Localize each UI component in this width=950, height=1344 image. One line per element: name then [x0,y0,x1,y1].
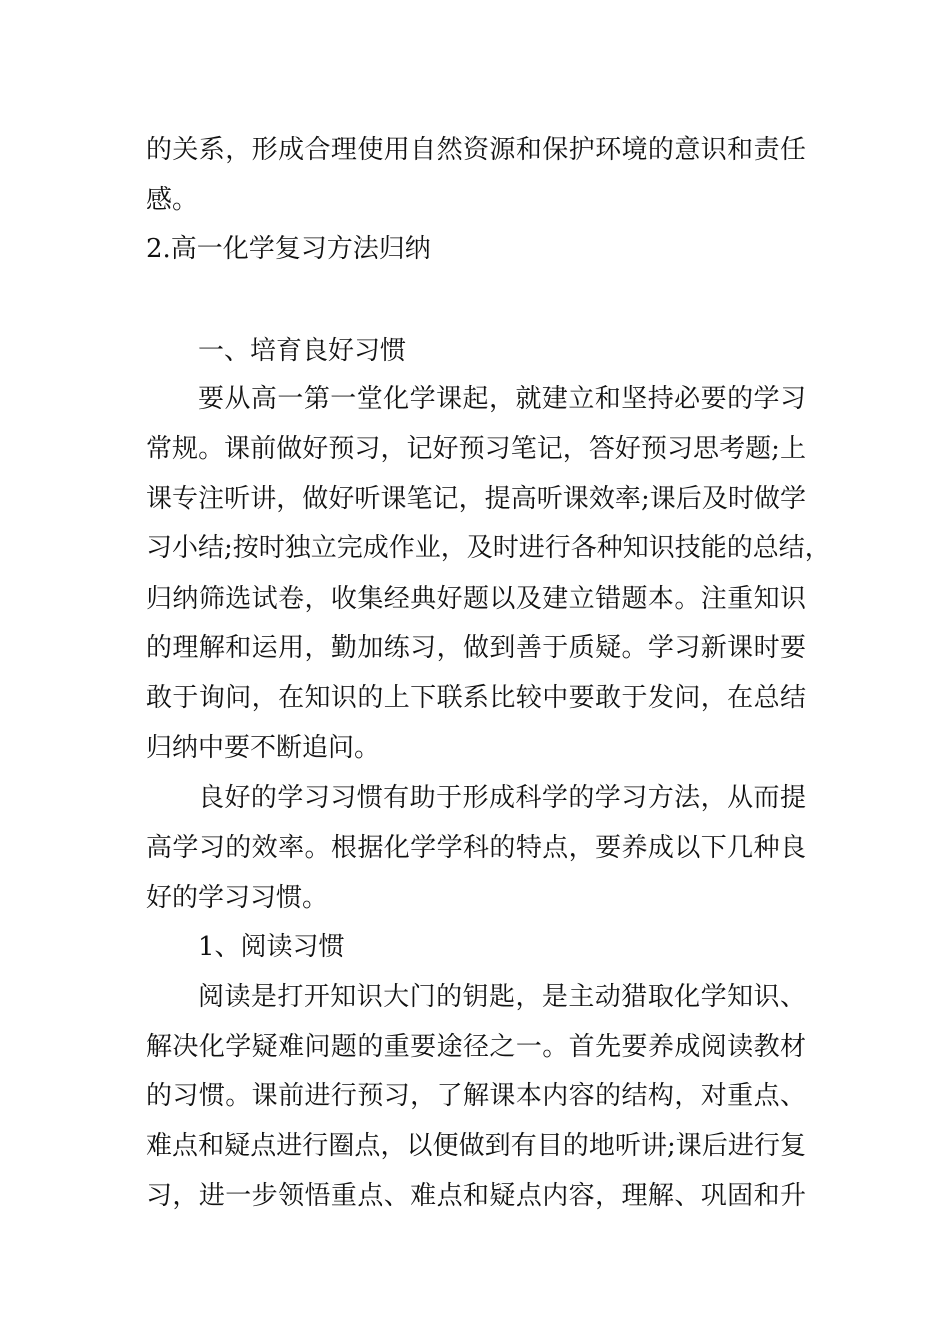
section-heading: 2.高一化学复习方法归纳 [146,234,431,264]
subsection-heading: 一、培育良好习惯 [198,336,407,366]
text-line: 敢于询问，在知识的上下联系比较中要敢于发问，在总结 [146,683,806,713]
text-line: 课专注听讲，做好听课笔记，提高听课效率;课后及时做学 [146,484,806,514]
text-line: 的关系，形成合理使用自然资源和保护环境的意识和责任 [146,135,806,165]
text-line: 归纳中要不断追问。 [146,733,381,763]
text-line: 的理解和运用，勤加练习，做到善于质疑。学习新课时要 [146,633,806,663]
text-line: 解决化学疑难问题的重要途径之一。首先要养成阅读教材 [146,1032,806,1062]
text-line: 常规。课前做好预习，记好预习笔记，答好预习思考题;上 [146,434,806,464]
text-line: 归纳筛选试卷，收集经典好题以及建立错题本。注重知识 [146,584,806,614]
text-line: 感。 [146,185,199,215]
text-line: 习，进一步领悟重点、难点和疑点内容，理解、巩固和升 [146,1181,806,1211]
text-line: 好的学习习惯。 [146,883,329,913]
subsection-heading: 1、阅读习惯 [198,932,345,962]
text-line: 难点和疑点进行圈点，以便做到有目的地听讲;课后进行复 [146,1131,806,1161]
text-line: 高学习的效率。根据化学学科的特点，要养成以下几种良 [146,833,806,863]
text-line: 的习惯。课前进行预习，了解课本内容的结构，对重点、 [146,1081,806,1111]
text-line: 习小结;按时独立完成作业，及时进行各种知识技能的总结， [146,533,831,563]
text-line: 阅读是打开知识大门的钥匙，是主动猎取化学知识、 [198,982,806,1012]
text-line: 要从高一第一堂化学课起，就建立和坚持必要的学习 [198,384,806,414]
text-line: 良好的学习习惯有助于形成科学的学习方法，从而提 [198,783,806,813]
